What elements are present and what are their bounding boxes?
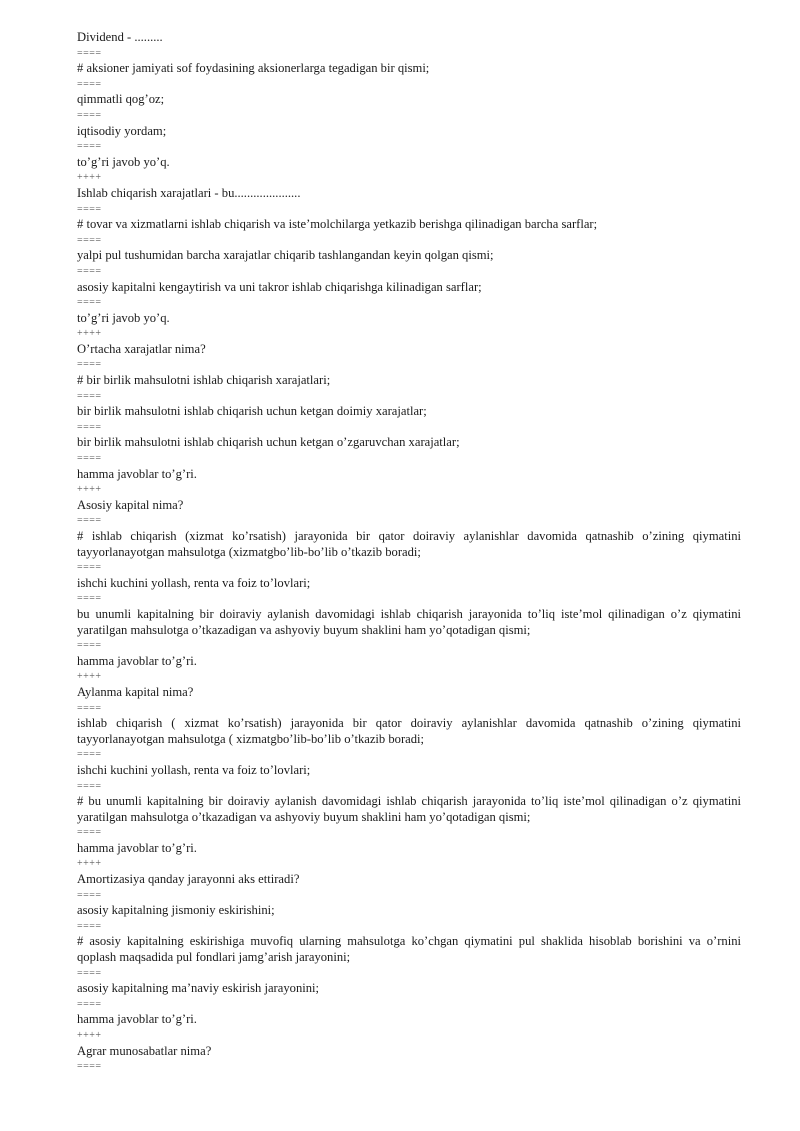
- text-line: asosiy kapitalning ma’naviy eskirish jarayonini;: [77, 981, 320, 996]
- separator-line: ====: [77, 421, 102, 433]
- text-line: iqtisodiy yordam;: [77, 123, 167, 138]
- separator-line: ====: [77, 297, 102, 309]
- text-line: Ishlab chiqarish xarajatlari - bu.....................: [77, 185, 301, 200]
- separator-line: ====: [77, 640, 102, 652]
- separator-line: ++++: [77, 484, 102, 496]
- separator-line: ====: [77, 920, 102, 932]
- text-paragraph: # asosiy kapitalning eskirishiga muvofiq ularning mahsulotga ko’chgan qiymatini pul shaklida hisoblab borishini va o’rnini qoplash maqsadida pul fondlari jamg’arish jarayonini;: [77, 934, 741, 965]
- separator-line: ====: [77, 889, 102, 901]
- separator-line: ====: [77, 562, 102, 574]
- separator-line: ====: [77, 749, 102, 761]
- document-body: [77, 30, 741, 1075]
- separator-line: ====: [77, 390, 102, 402]
- separator-line: ====: [77, 359, 102, 371]
- separator-line: ++++: [77, 172, 102, 184]
- text-paragraph: ishlab chiqarish ( xizmat ko’rsatish) jarayonida bir qator doiraviy aylanishlar davomida qatnashib o’zining qiymatini tayyorlanayotgan mahsulotga ( xizmatgbo’lib-bo’lib o’tkazib boradi;: [77, 716, 741, 746]
- text-line: hamma javoblar to’g’ri.: [77, 466, 197, 481]
- separator-line: ====: [77, 47, 102, 59]
- text-line: # bir birlik mahsulotni ishlab chiqarish xarajatlari;: [77, 373, 331, 388]
- separator-line: ++++: [77, 1030, 102, 1041]
- separator-line: ++++: [77, 671, 102, 683]
- separator-line: ====: [77, 702, 102, 714]
- separator-line: ====: [77, 998, 102, 1010]
- separator-line: ++++: [77, 858, 102, 870]
- text-line: # tovar va xizmatlarni ishlab chiqarish va iste’molchilarga yetkazib berishga qilinadigan barcha sarflar;: [77, 217, 598, 232]
- text-line: ishchi kuchini yollash, renta va foiz to’lovlari;: [77, 762, 311, 777]
- separator-line: ====: [77, 453, 102, 465]
- separator-line: ====: [77, 515, 102, 527]
- text-line: yalpi pul tushumidan barcha xarajatlar chiqarib tashlangandan keyin qolgan qismi;: [77, 248, 494, 263]
- text-line: to’g’ri javob yo’q.: [77, 154, 170, 169]
- text-line: Agrar munosabatlar nima?: [77, 1043, 212, 1058]
- text-line: hamma javoblar to’g’ri.: [77, 1012, 197, 1027]
- text-paragraph: # bu unumli kapitalning bir doiraviy aylanish davomidagi ishlab chiqarish jarayonida to’liq iste’mol qilinadigan o’z qiymatini yaratilgan mahsulotga o’tkazadigan va ashyoviy buyum shaklini ham yo’qotadigan qismi;: [77, 794, 741, 824]
- text-line: hamma javoblar to’g’ri.: [77, 653, 197, 668]
- separator-line: ====: [77, 967, 102, 979]
- text-line: Asosiy kapital nima?: [77, 497, 184, 512]
- text-line: bir birlik mahsulotni ishlab chiqarish uchun ketgan o’zgaruvchan xarajatlar;: [77, 435, 460, 450]
- text-line: asosiy kapitalning jismoniy eskirishini;: [77, 903, 275, 918]
- separator-line: ====: [77, 593, 102, 605]
- text-line: ishchi kuchini yollash, renta va foiz to’lovlari;: [77, 575, 311, 590]
- text-line: Aylanma kapital nima?: [77, 684, 194, 699]
- text-line: asosiy kapitalni kengaytirish va uni takror ishlab chiqarishga kilinadigan sarflar;: [77, 279, 482, 294]
- text-line: Amortizasiya qanday jarayonni aks ettiradi?: [77, 872, 300, 887]
- separator-line: ====: [77, 109, 102, 121]
- separator-line: ====: [77, 78, 102, 90]
- text-line: # aksioner jamiyati sof foydasining aksionerlarga tegadigan bir qismi;: [77, 61, 430, 76]
- separator-line: ====: [77, 780, 102, 792]
- separator-line: ====: [77, 265, 102, 277]
- text-line: Dividend - .........: [77, 30, 163, 44]
- text-paragraph: bu unumli kapitalning bir doiraviy aylanish davomidagi ishlab chiqarish jarayonida to’liq iste’mol qilinadigan o’z qiymatini yaratilgan mahsulotga o’tkazadigan va ashyoviy buyum shaklini ham yo’qotadigan qismi;: [77, 606, 741, 637]
- text-paragraph: # ishlab chiqarish (xizmat ko’rsatish) jarayonida bir qator doiraviy aylanishlar davomida qatnashib o’zining qiymatini tayyorlanayotgan mahsulotga (xizmatgbo’lib-bo’lib o’tkazib boradi;: [77, 529, 741, 559]
- separator-line: ====: [77, 1061, 102, 1073]
- separator-line: ====: [77, 234, 102, 246]
- text-line: qimmatli qog’oz;: [77, 92, 165, 107]
- separator-line: ====: [77, 203, 102, 215]
- separator-line: ====: [77, 141, 102, 153]
- text-line: hamma javoblar to’g’ri.: [77, 840, 197, 855]
- text-line: to’g’ri javob yo’q.: [77, 310, 170, 325]
- text-line: O’rtacha xarajatlar nima?: [77, 341, 206, 356]
- separator-line: ====: [77, 827, 102, 839]
- separator-line: ++++: [77, 328, 102, 340]
- text-line: bir birlik mahsulotni ishlab chiqarish uchun ketgan doimiy xarajatlar;: [77, 404, 427, 419]
